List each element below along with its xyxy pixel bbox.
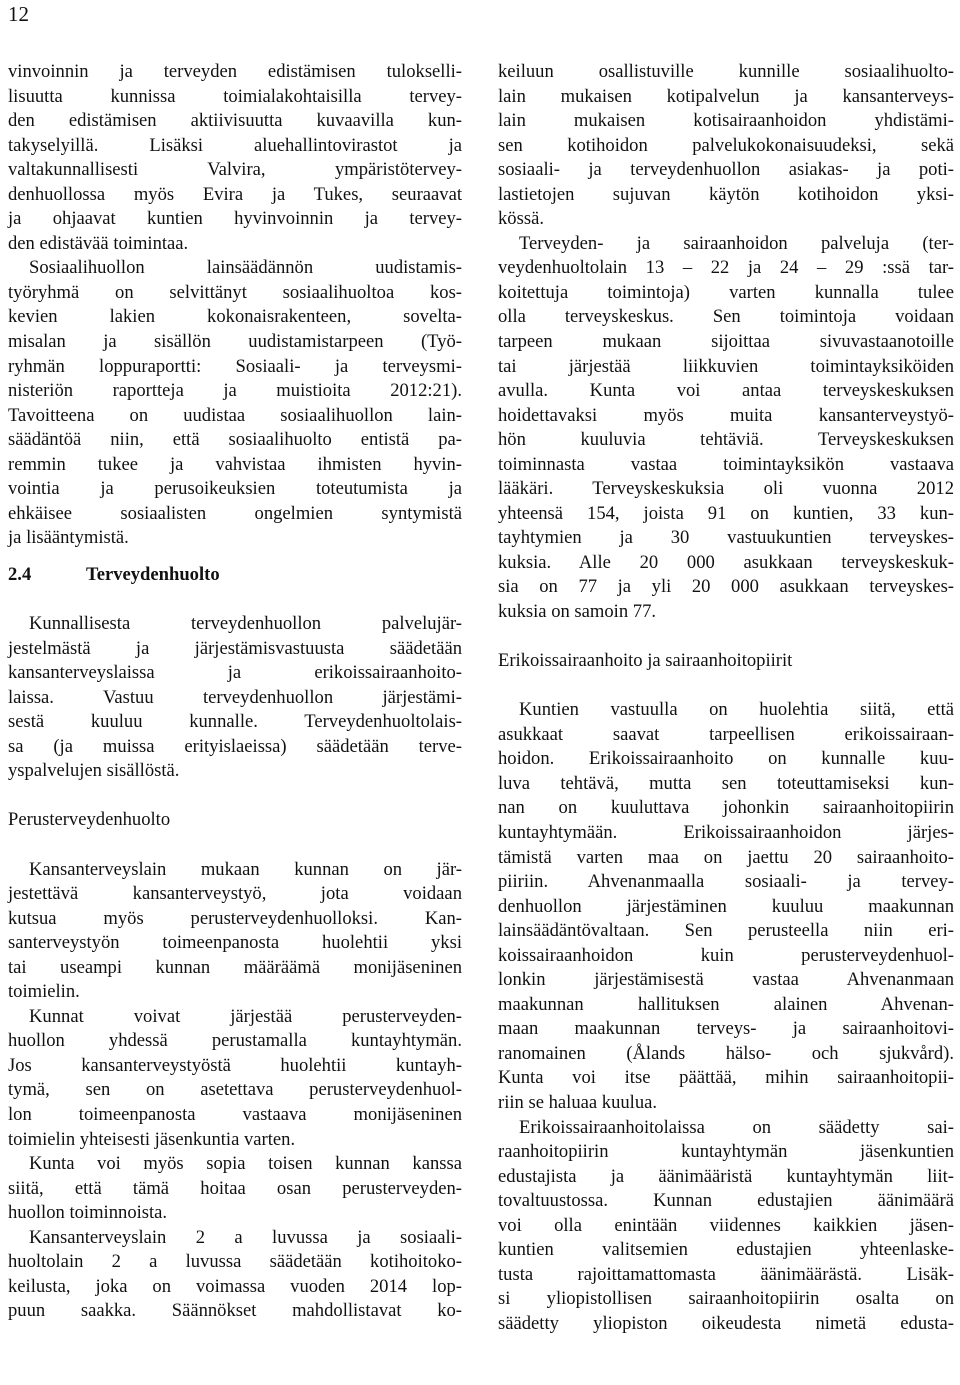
text-line: jestelmästä ja järjestämisvastuusta säädetään <box>8 637 462 659</box>
text-line: tämistä varten maa on jaettu 20 sairaanhoito- <box>498 846 954 868</box>
text-line: nan on kuuluttava johonkin sairaanhoitopiirin <box>498 797 954 819</box>
subheading-perusterveydenhuolto: Perusterveydenhuolto <box>8 809 171 831</box>
text-line: voi olla enintään viidennes kaikkien jäsen- <box>498 1214 954 1236</box>
text-line: Kunta voi myös sopia toisen kunnan kanssa <box>29 1153 462 1175</box>
text-line: denhuollon järjestäminen kuuluu maakunnan <box>498 895 954 917</box>
text-line: olla terveyskeskus. Sen toimintoja voidaan <box>498 306 954 328</box>
text-line: hoidettavaksi myös muita kansanterveystyö- <box>498 404 954 426</box>
text-line: tymä, sen on asetettava perusterveydenhuol- <box>8 1079 462 1101</box>
text-line: ranomainen (Ålands hälso- och sjukvård). <box>498 1042 954 1064</box>
text-line: tusta rajoittamattomasta äänimäärästä. Lisäk- <box>498 1263 954 1285</box>
text-line: Erikoissairaanhoitolaissa on säädetty sai- <box>519 1116 954 1138</box>
subheading-erikoissairaanhoito: Erikoissairaanhoito ja sairaanhoitopiirit <box>498 650 793 672</box>
text-line: riin se haluaa kuulua. <box>498 1091 658 1113</box>
right-paragraph-3 <box>498 698 954 1115</box>
right-paragraph-1 <box>498 60 954 232</box>
text-line: tai useampi kunnan määräämä monijäseninen <box>8 956 462 978</box>
text-line: keilusta, joka on voimassa vuoden 2014 lop- <box>8 1275 462 1297</box>
left-paragraph-7 <box>8 1226 462 1324</box>
text-line: Sosiaalihuollon lainsäädännön uudistamis- <box>29 257 462 279</box>
text-line: tarpeen mukaan sijoittaa sivuvastaanotoille <box>498 331 954 353</box>
text-line: lain mukaisen kotisairaanhoidon yhdistämi- <box>498 110 954 132</box>
text-line: säädäntöä niin, että sosiaalihuolto entistä pa- <box>8 429 462 451</box>
section-number: 2.4 <box>8 563 32 585</box>
text-line: sosiaali- ja terveydenhuollon asiakas- ja poti- <box>498 159 954 181</box>
text-line: ja lisääntymistä. <box>8 527 129 549</box>
text-line: hoidon. Erikoissairaanhoito on kunnalle kuu- <box>498 748 954 770</box>
text-line: Terveyden- ja sairaanhoidon palveluja (ter- <box>519 232 954 254</box>
section-heading <box>8 563 462 588</box>
text-line: jestettävä kansanterveystyö, jota voidaan <box>8 883 462 905</box>
text-line: asukkaat saavat tarpeellisen erikoissairaan- <box>498 723 954 745</box>
text-line: misalan ja sisällön uudistamistarpeen (Työ- <box>8 331 462 353</box>
left-column <box>8 60 462 1324</box>
text-line: denhuollossa myös Evira ja Tukes, seuraavat <box>8 183 462 205</box>
text-line: lain mukaisen kotipalvelun ja kansanterveys- <box>498 85 954 107</box>
text-line: kuntayhtymään. Erikoissairaanhoidon järjes- <box>498 821 954 843</box>
left-paragraph-3 <box>8 612 462 784</box>
text-line: kuntien valitsemien edustajien yhteenlaske- <box>498 1239 954 1261</box>
text-line: laissa. Vastuu terveydenhuollon järjestämi- <box>8 686 462 708</box>
text-line: Tavoitteena on uudistaa sosiaalihuollon lain- <box>8 404 462 426</box>
text-line: lastietojen sujuvan käytön kotihoidon yksi- <box>498 183 954 205</box>
text-line: säädetty yliopiston oikeudesta nimetä edusta- <box>498 1312 954 1334</box>
text-line: ja ohjaavat kuntien hyvinvoinnin ja tervey- <box>8 208 462 230</box>
text-line: veydenhuoltolain 13 – 22 ja 24 – 29 :ssä tar- <box>498 257 954 279</box>
text-line: lääkäri. Terveyskeskuksia oli vuonna 2012 <box>498 478 954 500</box>
text-line: raanhoitopiirin kuntayhtymän jäsenkuntien <box>498 1141 954 1163</box>
text-line: siitä, että tämä hoitaa osan perusterveyden- <box>8 1177 462 1199</box>
text-line: takyselyillä. Lisäksi aluehallintovirastot ja <box>8 134 462 156</box>
text-line: ryhmän loppuraportti: Sosiaali- ja terveysmi- <box>8 355 462 377</box>
text-line: si yliopistollisen sairaanhoitopiirin osalta on <box>498 1288 954 1310</box>
text-line: sa (ja muissa erityislaeissa) säädetään terve- <box>8 735 462 757</box>
text-line: koissairaanhoidon kuin perusterveydenhuol- <box>498 944 954 966</box>
text-line: sia on 77 ja yli 20 000 asukkaan terveyskes- <box>498 576 954 598</box>
text-line: kansanterveyslaissa ja erikoissairaanhoito- <box>8 662 462 684</box>
left-paragraph-5 <box>8 1005 462 1152</box>
left-paragraph-4 <box>8 858 462 1005</box>
text-line: santerveystyön toimeenpanosta huolehtii yksi <box>8 932 462 954</box>
text-line: Jos kansanterveystyöstä huolehtii kuntayh- <box>8 1054 462 1076</box>
text-line: Kansanterveyslain 2 a luvussa ja sosiaali- <box>29 1226 462 1248</box>
right-column <box>498 60 954 1336</box>
text-line: edustajista ja äänimääristä kuntayhtymän liit- <box>498 1165 954 1187</box>
text-line: kutsua myös perusterveydenhuolloksi. Kan- <box>8 907 462 929</box>
text-line: toiminnasta vastaa toimintayksikön vastaava <box>498 453 954 475</box>
text-line: hön kuuluvia tehtäviä. Terveyskeskuksen <box>498 429 954 451</box>
text-line: piiriin. Ahvenanmaalla sosiaali- ja tervey- <box>498 871 954 893</box>
text-line: huollon toiminnoista. <box>8 1202 168 1224</box>
text-line: tayhtymien ja 30 vastuukuntien terveyskes- <box>498 527 954 549</box>
text-line: valtakunnallisesti Valvira, ympäristötervey- <box>8 159 462 181</box>
text-line: luva tehtävä, mutta sen toteuttamiseksi kun- <box>498 772 954 794</box>
text-line: lainsäädäntövaltaan. Sen perusteella niin eri- <box>498 920 954 942</box>
text-line: puun saakka. Säännökset mahdollistavat ko- <box>8 1300 462 1322</box>
text-line: tovaltuustossa. Kunnan edustajien äänimäärä <box>498 1190 954 1212</box>
text-line: yhteensä 154, joista 91 on kuntien, 33 kun- <box>498 502 954 524</box>
text-line: ehkäisee sosiaalisten ongelmien syntymistä <box>8 502 462 524</box>
text-line: vointia ja perusoikeuksien toteutumista ja <box>8 478 462 500</box>
text-line: maakunnan hallituksen alainen Ahvenan- <box>498 993 954 1015</box>
text-line: Kunnallisesta terveydenhuollon palvelujär- <box>29 613 462 635</box>
text-line: työryhmä on selvittänyt sosiaalihuoltoa kos- <box>8 281 462 303</box>
text-line: remmin tukee ja vahvistaa ihmisten hyvin- <box>8 453 462 475</box>
text-line: nisteriön raportteja ja muistioita 2012:21). <box>8 380 462 402</box>
text-line: kössä. <box>498 208 544 230</box>
text-line: den edistävää toimintaa. <box>8 232 189 254</box>
text-line: Kansanterveyslain mukaan kunnan on jär- <box>29 858 462 880</box>
text-line: den edistämisen aktiivisuutta kuvaavilla kun- <box>8 110 462 132</box>
text-line: kuksia on samoin 77. <box>498 601 657 623</box>
section-title: Terveydenhuolto <box>86 563 220 585</box>
right-paragraph-2 <box>498 232 954 625</box>
text-line: sen kotihoidon palvelukokonaisuudeksi, sekä <box>498 134 954 156</box>
left-paragraph-2 <box>8 256 462 551</box>
text-line: huoltolain 2 a luvussa säädetään kotihoitoko- <box>8 1251 462 1273</box>
text-line: toimielin yhteisesti jäsenkuntia varten. <box>8 1128 296 1150</box>
text-line: sestä kuuluu kunnalle. Terveydenhuoltolais- <box>8 711 462 733</box>
text-line: huollon yhdessä perustamalla kuntayhtymän. <box>8 1030 462 1052</box>
text-line: lonkin järjestämisestä vastaa Ahvenanmaan <box>498 969 954 991</box>
text-line: avulla. Kunta voi antaa terveyskeskuksen <box>498 380 954 402</box>
text-line: toimielin. <box>8 981 80 1003</box>
left-paragraph-1 <box>8 60 462 256</box>
text-line: vinvoinnin ja terveyden edistämisen tulokselli- <box>8 61 462 82</box>
right-paragraph-4 <box>498 1116 954 1337</box>
page-number: 12 <box>8 2 29 26</box>
text-line: Kunnat voivat järjestää perusterveyden- <box>29 1005 462 1027</box>
text-line: maan maakunnan terveys- ja sairaanhoitovi- <box>498 1018 954 1040</box>
text-line: yspalvelujen sisällöstä. <box>8 760 180 782</box>
text-line: kuksia. Alle 20 000 asukkaan terveyskeskuk- <box>498 551 954 573</box>
text-line: Kunta voi itse päättää, mihin sairaanhoitopii- <box>498 1067 954 1089</box>
left-paragraph-6 <box>8 1152 462 1226</box>
text-line: tai järjestää liikkuvien toimintayksiköiden <box>498 355 954 377</box>
text-line: Kuntien vastuulla on huolehtia siitä, että <box>519 699 954 721</box>
text-line: lisuutta kunnissa toimialakohtaisilla tervey- <box>8 85 462 107</box>
text-line: koitettuja toimintoja) varten kunnalla tulee <box>498 281 954 303</box>
text-line: kevien lakien kokonaisrakenteen, soveltа- <box>8 306 462 328</box>
text-line: lon toimeenpanosta vastaava monijäseninen <box>8 1103 462 1125</box>
text-line: keiluun osallistuville kunnille sosiaalihuolto- <box>498 61 954 82</box>
